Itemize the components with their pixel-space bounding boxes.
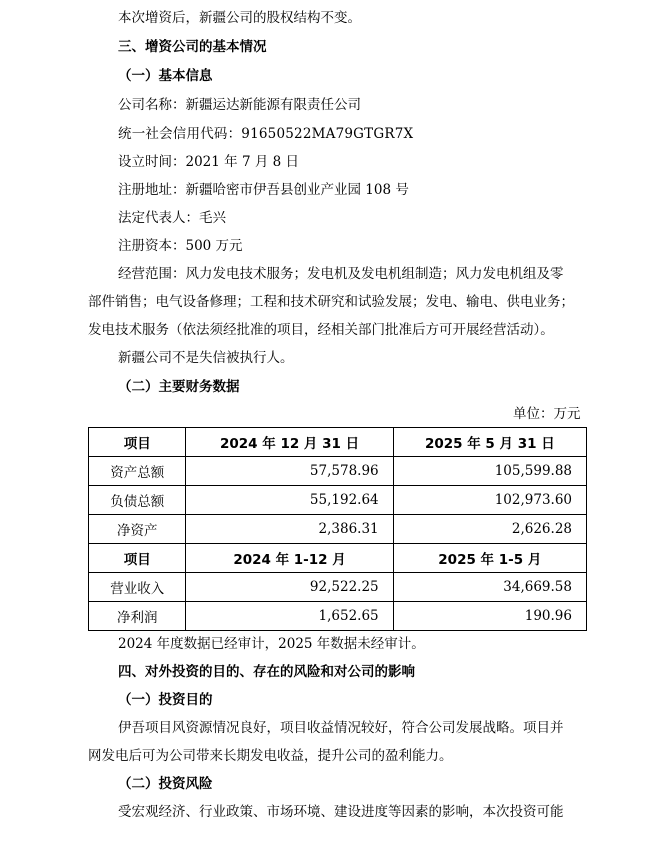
table-cell: 资产总额 xyxy=(89,457,186,486)
table-cell: 92,522.25 xyxy=(186,573,393,602)
business-scope-line-2: 部件销售；电气设备修理；工程和技术研究和试验发展；发电、输电、供电业务； xyxy=(88,294,574,310)
subsection-risk-heading: （二）投资风险 xyxy=(118,776,213,792)
intro-text: 本次增资后，新疆公司的股权结构不变。 xyxy=(118,10,361,26)
table-header-row xyxy=(89,544,587,573)
table-cell: 105,599.88 xyxy=(393,457,586,486)
established-date-text: 设立时间：2021 年 7 月 8 日 xyxy=(118,154,299,170)
table-row xyxy=(89,515,587,544)
registered-capital-text: 注册资本：500 万元 xyxy=(118,238,243,254)
credit-code-text: 统一社会信用代码：91650522MA79GTGR7X xyxy=(118,126,414,142)
audit-note-text: 2024 年度数据已经审计，2025 年数据未经审计。 xyxy=(118,636,425,652)
subsection-purpose-heading: （一）投资目的 xyxy=(118,692,213,708)
table-header-cell: 项目 xyxy=(89,428,186,457)
table-cell: 55,192.64 xyxy=(186,486,393,515)
table-header-cell: 2024 年 1-12 月 xyxy=(186,544,393,573)
table-row xyxy=(89,457,587,486)
table-cell: 2,386.31 xyxy=(186,515,393,544)
address-text: 注册地址：新疆哈密市伊吾县创业产业园 108 号 xyxy=(118,182,409,198)
table-cell: 净资产 xyxy=(89,515,186,544)
risk-line-1: 受宏观经济、行业政策、市场环境、建设进度等因素的影响，本次投资可能 xyxy=(118,804,564,820)
purpose-line-1: 伊吾项目风资源情况良好，项目收益情况较好，符合公司发展战略。项目并 xyxy=(118,720,564,736)
table-cell: 102,973.60 xyxy=(393,486,586,515)
table-header-row xyxy=(89,428,587,457)
table-header-cell: 2024 年 12 月 31 日 xyxy=(186,428,393,457)
subsection-basic-info-heading: （一）基本信息 xyxy=(118,68,213,84)
legal-rep-text: 法定代表人：毛兴 xyxy=(118,210,226,226)
unit-label: 单位：万元 xyxy=(513,406,581,422)
section-4-heading: 四、对外投资的目的、存在的风险和对公司的影响 xyxy=(118,664,415,680)
table-header-cell: 2025 年 1-5 月 xyxy=(393,544,586,573)
business-scope-line-1: 经营范围：风力发电技术服务；发电机及发电机组制造；风力发电机组及零 xyxy=(118,266,564,282)
table-cell: 1,652.65 xyxy=(186,602,393,631)
not-defaulter-text: 新疆公司不是失信被执行人。 xyxy=(118,350,294,366)
subsection-financial-heading: （二）主要财务数据 xyxy=(118,379,240,395)
table-row xyxy=(89,602,587,631)
company-name-text: 公司名称：新疆运达新能源有限责任公司 xyxy=(118,97,361,113)
table-cell: 负债总额 xyxy=(89,486,186,515)
section-3-heading: 三、增资公司的基本情况 xyxy=(118,39,267,55)
financial-table xyxy=(88,427,587,631)
table-cell: 190.96 xyxy=(393,602,586,631)
table-row xyxy=(89,486,587,515)
table-cell: 净利润 xyxy=(89,602,186,631)
table-cell: 营业收入 xyxy=(89,573,186,602)
purpose-line-2: 网发电后可为公司带来长期发电收益，提升公司的盈利能力。 xyxy=(88,748,453,764)
table-cell: 2,626.28 xyxy=(393,515,586,544)
table-header-cell: 项目 xyxy=(89,544,186,573)
table-header-cell: 2025 年 5 月 31 日 xyxy=(393,428,586,457)
table-cell: 34,669.58 xyxy=(393,573,586,602)
business-scope-line-3: 发电技术服务（依法须经批准的项目，经相关部门批准后方可开展经营活动）。 xyxy=(88,322,554,338)
table-cell: 57,578.96 xyxy=(186,457,393,486)
table-row xyxy=(89,573,587,602)
